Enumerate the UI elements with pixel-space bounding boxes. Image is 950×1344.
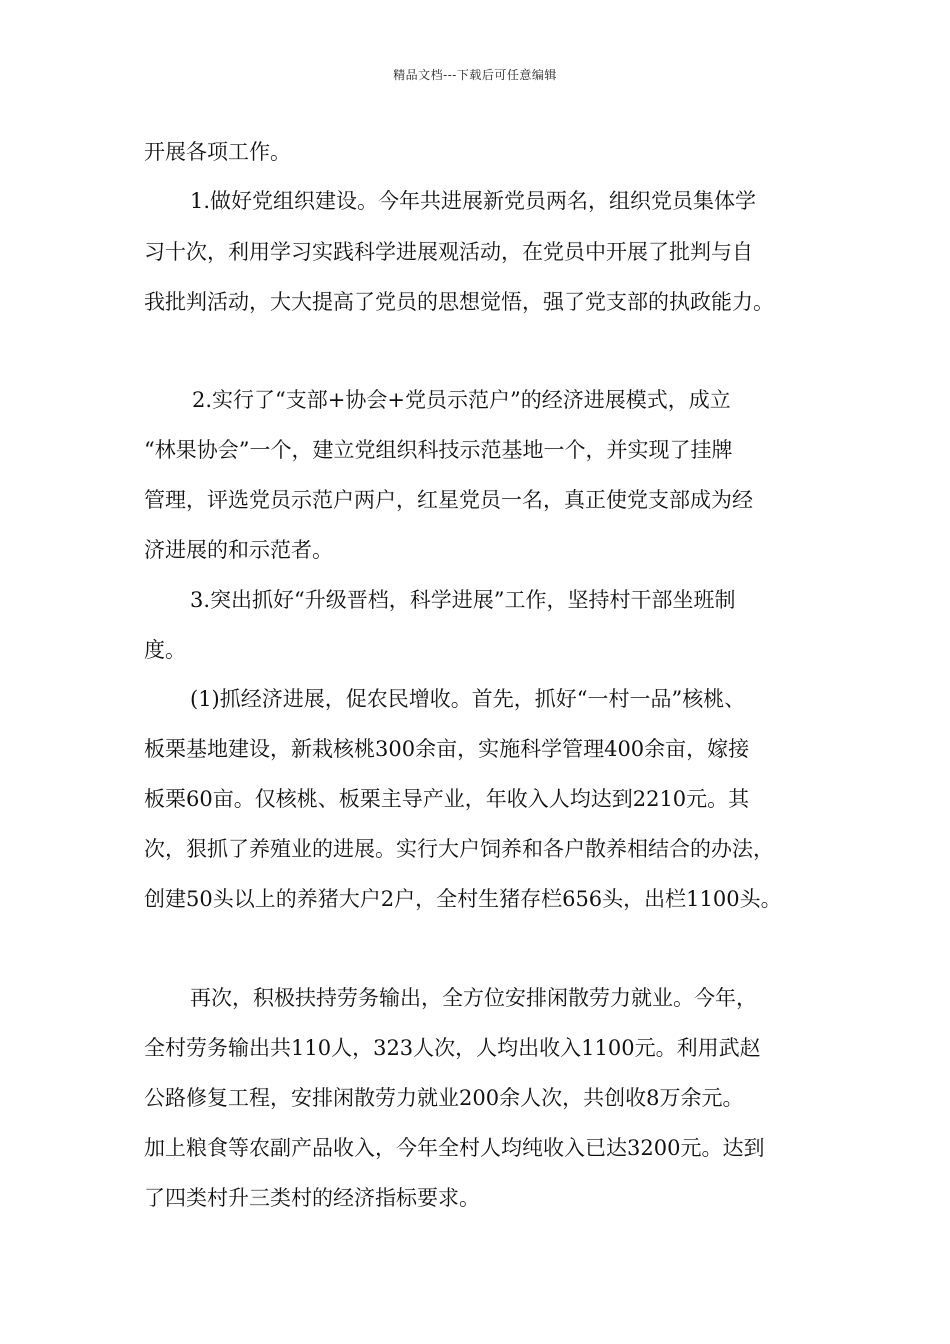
text-line: 2.实行了“支部+协会+党员示范户”的经济进展模式，成立	[192, 388, 731, 412]
text-line: 管理，评选党员示范户两户，红星党员一名，真正使党支部成为经	[144, 488, 753, 512]
text-line: 1.做好党组织建设。今年共进展新党员两名，组织党员集体学	[190, 189, 757, 213]
text-line: 3.突出抓好“升级晋档，科学进展”工作，坚持村干部坐班制	[190, 588, 736, 612]
text-line: 开展各项工作。	[144, 140, 291, 164]
text-line: (1)抓经济进展，促农民增收。首先，抓好“一村一品”核桃、	[190, 687, 746, 711]
text-line: 济进展的和示范者。	[144, 538, 333, 562]
text-line: 再次，积极扶持劳务输出，全方位安排闲散劳力就业。今年，	[190, 986, 757, 1010]
text-line: 全村劳务输出共110人，323人次，人均出收入1100元。利用武赵	[144, 1036, 761, 1060]
text-line: 次，狠抓了养殖业的进展。实行大户饲养和各户散养相结合的办法，	[144, 837, 774, 861]
text-line: 加上粮食等农副产品收入，今年全村人均纯收入已达3200元。达到	[144, 1136, 765, 1160]
text-line: 了四类村升三类村的经济指标要求。	[144, 1186, 480, 1210]
text-line: 习十次，利用学习实践科学进展观活动，在党员中开展了批判与自	[144, 240, 753, 264]
text-line: 我批判活动，大大提高了党员的思想觉悟，强了党支部的执政能力。	[144, 290, 774, 314]
page-header: 精品文档---下载后可任意编辑	[393, 68, 557, 82]
text-line: 板栗60亩。仅核桃、板栗主导产业，年收入人均达到2210元。其	[144, 787, 750, 811]
text-line: 创建50头以上的养猪大户2户，全村生猪存栏656头，出栏1100头。	[144, 887, 782, 911]
text-line: 板栗基地建设，新栽核桃300余亩，实施科学管理400余亩，嫁接	[144, 737, 750, 761]
text-line: 公路修复工程，安排闲散劳力就业200余人次，共创收8万余元。	[144, 1086, 744, 1110]
text-line: “林果协会”一个，建立党组织科技示范基地一个，并实现了挂牌	[144, 438, 733, 462]
text-line: 度。	[144, 638, 186, 662]
